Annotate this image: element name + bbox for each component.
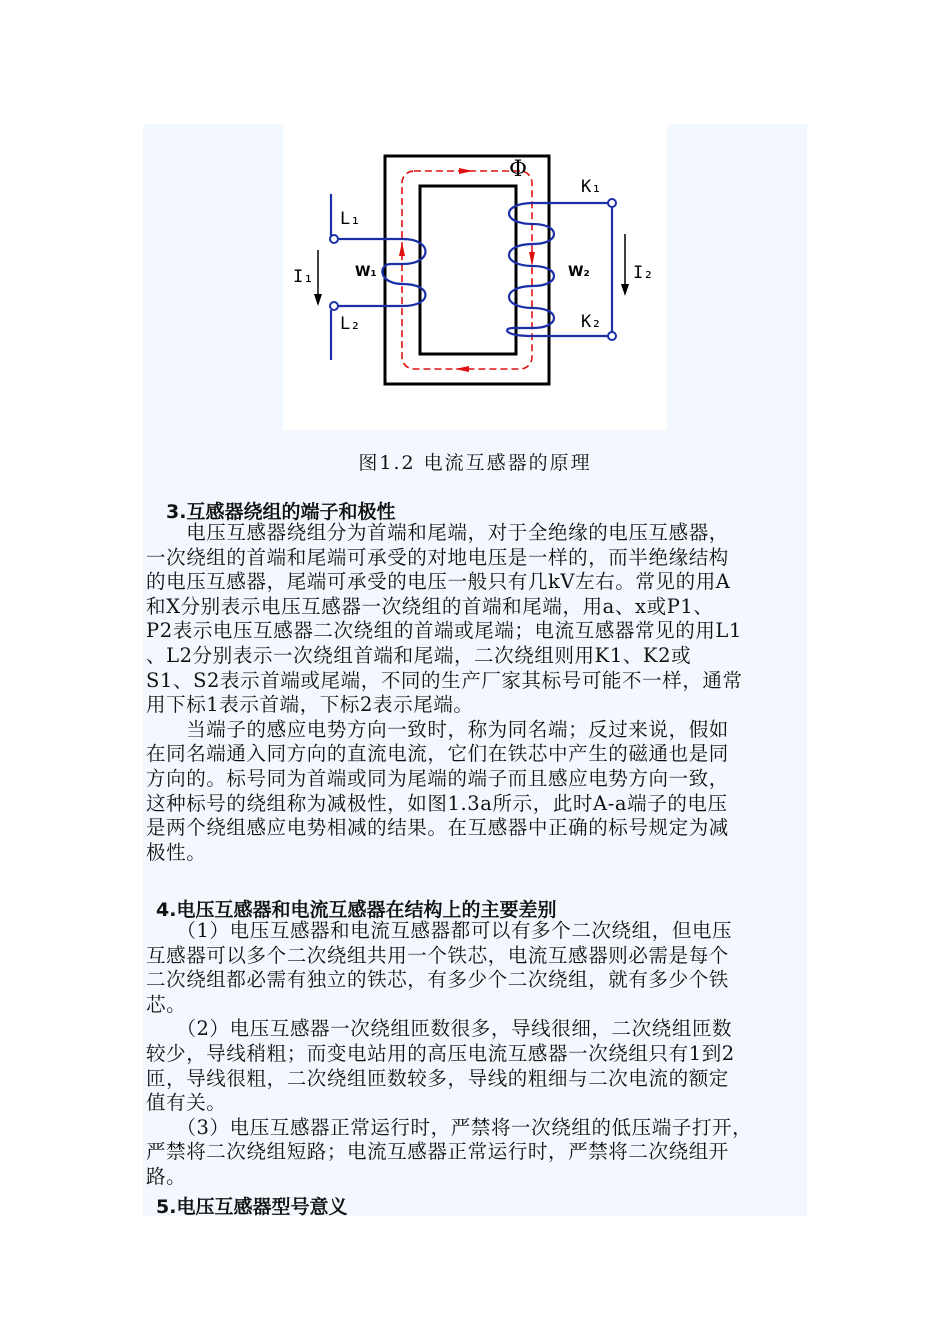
paragraph-line: 在同名端通入同方向的直流电流，它们在铁芯中产生的磁通也是同 bbox=[146, 742, 729, 766]
paragraph-line: 二次绕组都必需有独立的铁芯，有多少个二次绕组，就有多少个铁 bbox=[146, 968, 729, 992]
ct-diagram bbox=[283, 124, 667, 430]
label-K1: K₁ bbox=[581, 177, 602, 197]
paragraph-line: （3）电压互感器正常运行时，严禁将一次绕组的低压端子打开， bbox=[146, 1115, 753, 1139]
paragraph-line: （1）电压互感器和电流互感器都可以有多个二次绕组，但电压 bbox=[146, 919, 733, 942]
section-3-heading: 3.互感器绕组的端子和极性 bbox=[166, 501, 396, 523]
terminal-K2 bbox=[608, 332, 616, 340]
label-I1: I₁ bbox=[293, 267, 314, 287]
arrowhead-I1 bbox=[314, 294, 322, 306]
label-W2: W₂ bbox=[568, 264, 590, 280]
phi-label: Φ bbox=[509, 157, 528, 182]
flux-arrow-bottom bbox=[455, 366, 469, 372]
paragraph-line: S1、S2表示首端或尾端，不同的生产厂家其标号可能不一样，通常 bbox=[146, 668, 743, 692]
paragraph-line: 当端子的感应电势方向一致时，称为同名端；反过来说，假如 bbox=[146, 717, 729, 741]
label-K2: K₂ bbox=[581, 312, 602, 332]
ct-principle-figure bbox=[283, 124, 667, 430]
section-4-heading: 4.电压互感器和电流互感器在结构上的主要差别 bbox=[156, 899, 557, 921]
terminal-K1 bbox=[608, 199, 616, 207]
paragraph-line: P2表示电压互感器二次绕组的首端或尾端；电流互感器常见的用L1 bbox=[146, 619, 742, 643]
paragraph-line: 方向的。标号同为首端或同为尾端的端子而且感应电势方向一致， bbox=[146, 766, 729, 790]
paragraph-line: 芯。 bbox=[146, 992, 187, 1016]
arrowhead-I2 bbox=[621, 284, 629, 296]
paragraph-line: 的电压互感器，尾端可承受的电压一般只有几kV左右。常见的用A bbox=[146, 570, 731, 594]
terminal-L2 bbox=[330, 302, 338, 310]
paragraph-line: 匝，导线很粗，二次绕组匝数较多，导线的粗细与二次电流的额定 bbox=[146, 1066, 729, 1090]
section-5-heading: 5.电压互感器型号意义 bbox=[156, 1196, 348, 1218]
flux-arrow-top bbox=[459, 168, 473, 174]
core-outer bbox=[385, 156, 549, 384]
paragraph-line: 、L2分别表示一次绕组首端和尾端，二次绕组则用K1、K2或 bbox=[146, 643, 692, 667]
flux-arrow-left bbox=[399, 242, 405, 256]
paragraph-line: 一次绕组的首端和尾端可承受的对地电压是一样的，而半绝缘结构 bbox=[146, 545, 729, 569]
paragraph-line: 是两个绕组感应电势相减的结果。在互感器中正确的标号规定为减 bbox=[146, 816, 729, 840]
paragraph-line: 互感器可以多个二次绕组共用一个铁芯，电流互感器则必需是每个 bbox=[146, 943, 729, 967]
paragraph-line: 和X分别表示电压互感器一次绕组的首端和尾端，用a、x或P1、 bbox=[146, 594, 714, 618]
label-I2: I₂ bbox=[633, 263, 654, 283]
paragraph-line: 这种标号的绕组称为减极性，如图1.3a所示，此时A-a端子的电压 bbox=[146, 791, 728, 815]
paragraph-line: 严禁将二次绕组短路；电流互感器正常运行时，严禁将二次绕组开 bbox=[146, 1140, 729, 1164]
paragraph-line: 路。 bbox=[146, 1164, 187, 1188]
paragraph-line: 电压互感器绕组分为首端和尾端，对于全绝缘的电压互感器， bbox=[146, 521, 729, 544]
paragraph-line: （2）电压互感器一次绕组匝数很多，导线很细，二次绕组匝数 bbox=[146, 1017, 733, 1041]
figure-caption: 图1.2 电流互感器的原理 bbox=[358, 452, 592, 474]
label-L2: L₂ bbox=[340, 314, 361, 334]
core-inner bbox=[420, 186, 516, 354]
paragraph-line: 用下标1表示首端，下标2表示尾端。 bbox=[146, 693, 474, 717]
terminal-L1 bbox=[330, 235, 338, 243]
paragraph-line: 值有关。 bbox=[146, 1091, 227, 1115]
flux-arrow-right bbox=[529, 252, 535, 266]
section-4-body bbox=[146, 919, 806, 1190]
paragraph-line: 较少，导线稍粗；而变电站用的高压电流互感器一次绕组只有1到2 bbox=[146, 1041, 735, 1065]
label-L1: L₁ bbox=[340, 209, 361, 229]
section-3-body bbox=[146, 521, 806, 865]
label-W1: W₁ bbox=[355, 264, 377, 280]
paragraph-line: 极性。 bbox=[146, 840, 207, 864]
